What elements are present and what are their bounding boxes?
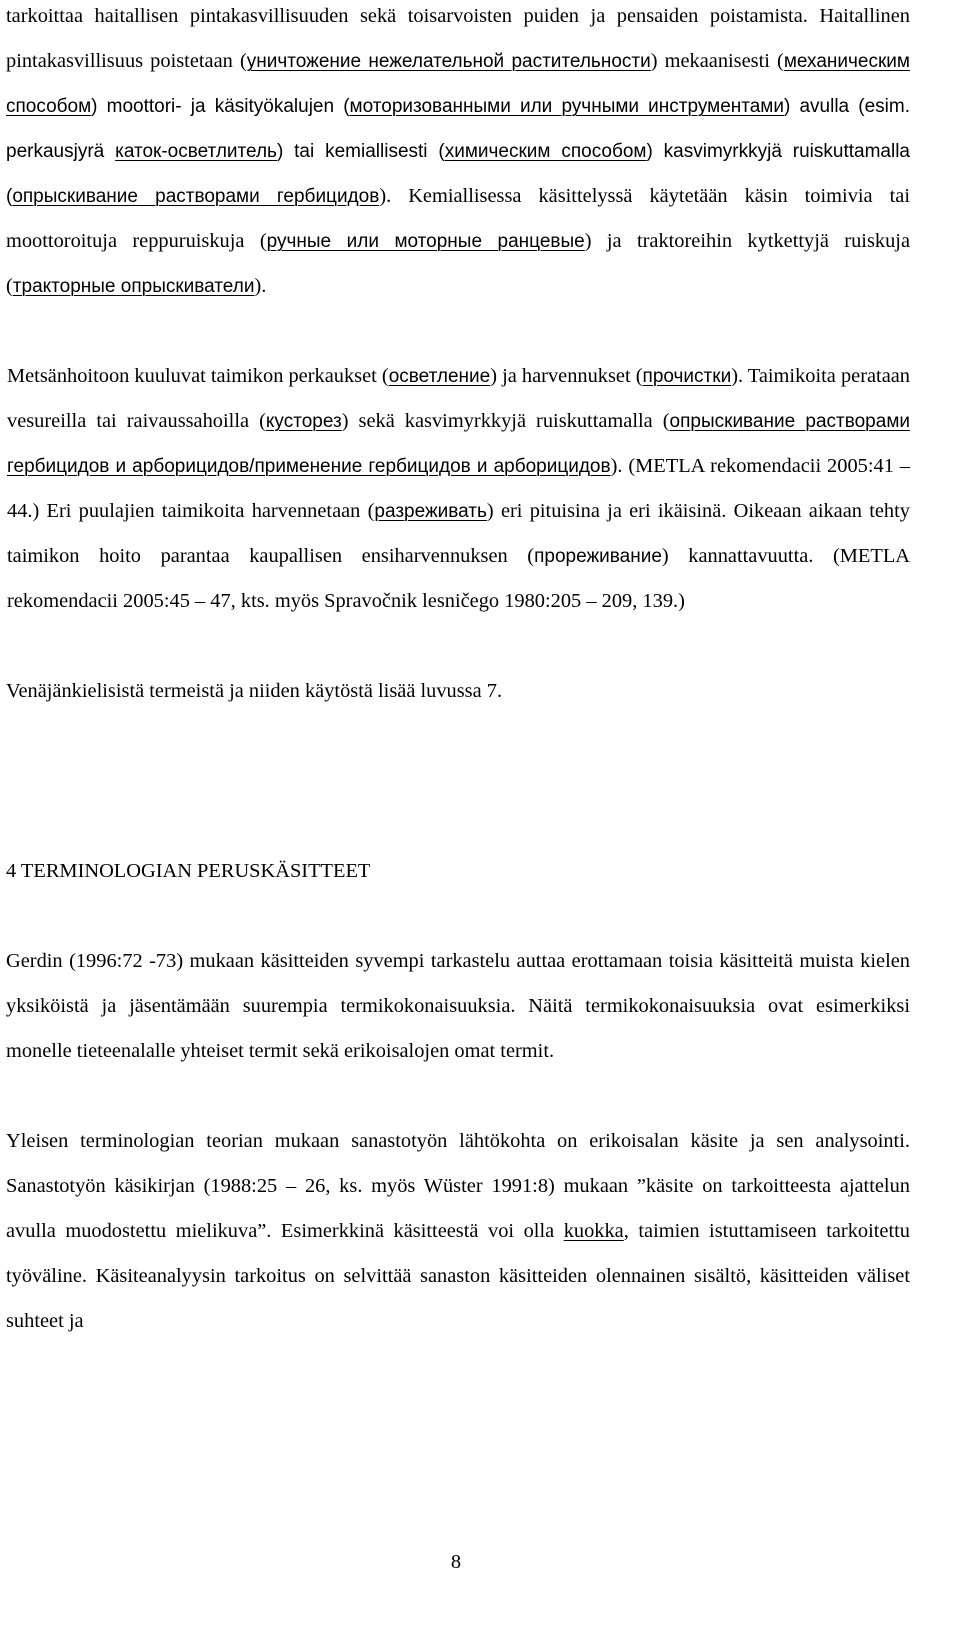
russian-term: тракторные опрыскиватели <box>12 276 255 297</box>
paragraph-text: ) moottori- ja käsityökalujen ( <box>91 96 350 117</box>
paragraph-text: ). (METLA rekomendacii 2005:41 – 44.) Eri puulajien taimikoita harvennetaan ( <box>7 455 910 522</box>
paragraph-terminology-theory <box>6 1119 910 1344</box>
paragraph-text: ) ja harvennukset ( <box>490 365 643 387</box>
paragraph-spacer <box>6 894 910 939</box>
russian-term: механическим способом <box>6 51 910 117</box>
paragraph-text: ) avulla (esim. perkausjyrä <box>6 96 911 162</box>
paragraph-see-chapter: Venäjänkielisistä termeistä ja niiden käytöstä lisää luvussa 7. <box>6 680 503 702</box>
russian-term: каток-осветлитель <box>115 141 277 162</box>
russian-term: моторизованными или ручными инструментами <box>349 96 784 117</box>
russian-term: прореживание <box>534 546 662 567</box>
document-page <box>6 0 910 1344</box>
russian-term: осветление <box>388 366 491 387</box>
russian-term: опрыскивание растворами гербицидов и арборицидов/применение гербицидов и арборицидов <box>7 411 910 477</box>
paragraph-spacer <box>6 624 910 669</box>
paragraph-text: ) mekaanisesti ( <box>650 50 784 72</box>
paragraph-spacer <box>6 309 910 354</box>
russian-term: кусторез <box>265 411 342 432</box>
paragraph-text: Yleisen terminologian teorian mukaan sanastotyön lähtökohta on erikoisalan käsite ja sen analysointi. Sanastotyön käsikirjan (1988:25 – 26, ks. myös Wüster 1991:8) mukaan ”käsite on tarkoitteesta ajattelun avulla muodostettu mielikuva”. Esimerkkinä käsitteestä voi olla <box>6 1130 910 1242</box>
paragraph-text: ). Kemiallisessa käsittelyssä käytetään käsin toimivia tai moottoroituja reppuruiskuja ( <box>6 185 910 252</box>
paragraph-text: Metsänhoitoon kuuluvat taimikon perkaukset ( <box>7 365 389 387</box>
paragraph-text: tarkoittaa haitallisen pintakasvillisuuden sekä toisarvoisten puiden ja pensaiden poistamista. Haitallinen pintakasvillisuus poistetaan ( <box>6 5 910 72</box>
russian-term: опрыскивание растворами гербицидов <box>12 186 380 207</box>
paragraph-text: ). Taimikoita perataan vesureilla tai raivaussahoilla ( <box>7 365 911 432</box>
paragraph-text: ). <box>254 275 267 297</box>
paragraph-gerdin: Gerdin (1996:72 -73) mukaan käsitteiden syvempi tarkastelu auttaa erottamaan toisia käsitteitä muista kielen yksiköistä ja jäsentämään suurempia termikokonaisuuksia. Näitä termikokonaisuuksia ovat esimerkiksi monelle tieteenalalle yhteiset termit sekä erikoisalojen omat termit. <box>6 950 910 1062</box>
paragraph-text: ) tai kemiallisesti ( <box>276 141 445 162</box>
paragraph-text: ) kannattavuutta. (METLA rekomendacii 2005:45 – 47, kts. myös Spravočnik lesničego 1980:205 – 209, 139.) <box>7 545 911 612</box>
paragraph-thinning <box>6 354 910 624</box>
russian-term: уничтожение нежелательной растительности <box>246 51 651 72</box>
russian-term: прочистки <box>642 366 732 387</box>
paragraph-text: ) kasvimyrkkyjä ruiskuttamalla ( <box>6 141 910 207</box>
paragraph-text: ) eri pituisina ja eri ikäisinä. Oikeaan aikaan tehty taimikon hoito parantaa kaupallisen ensiharvennuksen ( <box>7 500 910 567</box>
page-number: 8 <box>450 1551 462 1573</box>
section-heading: 4 TERMINOLOGIAN PERUSKÄSITTEET <box>6 860 371 882</box>
section-spacer <box>6 714 910 849</box>
paragraph-text: ) ja traktoreihin kytkettyjä ruiskuja ( <box>6 230 910 297</box>
paragraph-spacer <box>6 1074 910 1119</box>
russian-term: ручные или моторные ранцевые <box>266 231 585 252</box>
russian-term: химическим способом <box>444 141 647 162</box>
paragraph-weed-control <box>6 0 910 309</box>
paragraph-text: ) sekä kasvimyrkkyjä ruiskuttamalla ( <box>341 410 670 432</box>
paragraph-text: , taimien istuttamiseen tarkoitettu työväline. Käsiteanalyysin tarkoitus on selvittää sanaston käsitteiden olennainen sisältö, käsitteiden väliset suhteet ja <box>6 1220 910 1332</box>
underlined-term: kuokka <box>563 1220 624 1242</box>
russian-term: разреживать <box>374 501 487 522</box>
